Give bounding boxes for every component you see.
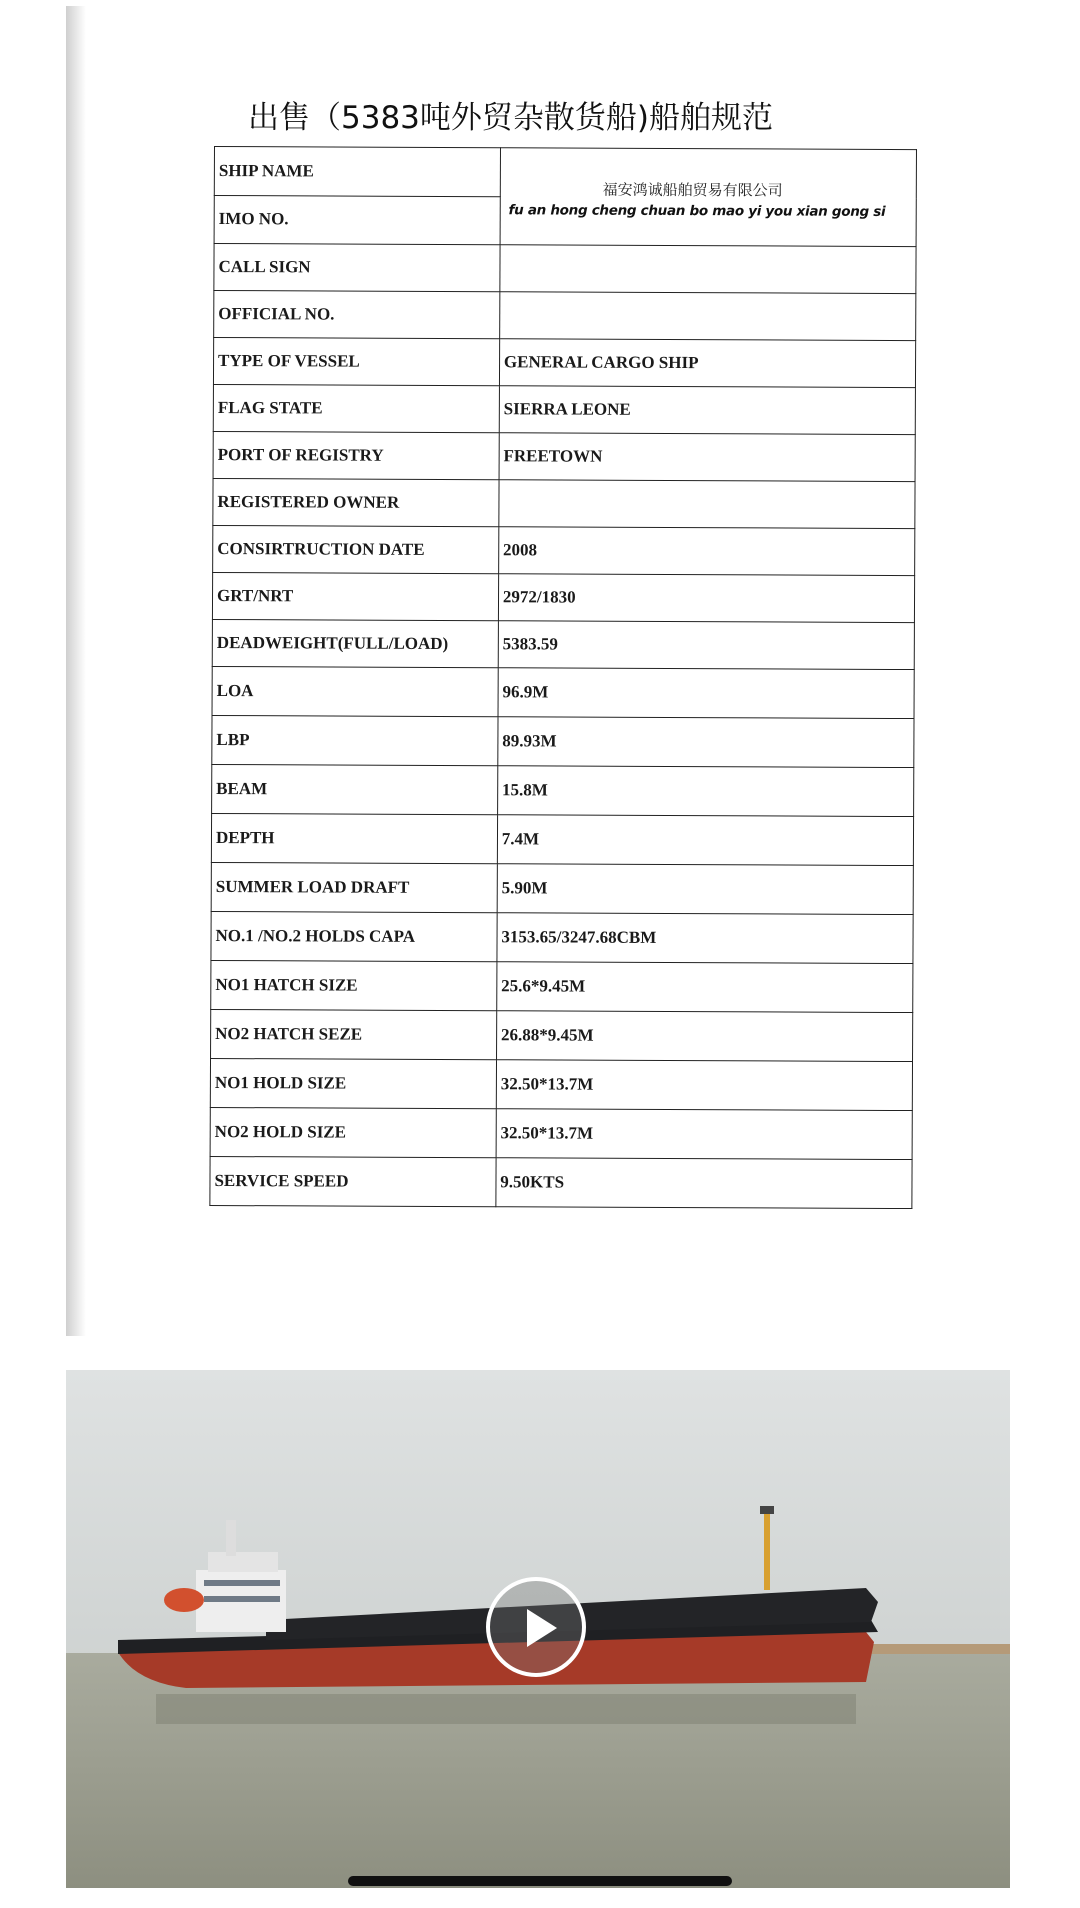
spec-label: CALL SIGN [214, 244, 500, 292]
play-icon [527, 1609, 557, 1647]
spec-value: 96.9M [498, 668, 914, 719]
spec-value: 26.88*9.45M [496, 1011, 912, 1062]
spec-label: BEAM [212, 764, 498, 814]
spec-value: SIERRA LEONE [499, 386, 915, 435]
spec-value: 2008 [498, 527, 914, 576]
table-row [211, 813, 913, 865]
spec-value: 5383.59 [498, 621, 914, 670]
spec-label: TYPE OF VESSEL [213, 338, 499, 386]
table-row [211, 911, 913, 963]
spec-label: SHIP NAME [214, 147, 500, 197]
spec-label: CONSIRTRUCTION DATE [213, 525, 499, 573]
spec-label: REGISTERED OWNER [213, 478, 499, 526]
page-edge-shadow [66, 6, 86, 1336]
spec-value: FREETOWN [499, 433, 915, 482]
table-row [213, 431, 915, 481]
table-row [210, 1156, 912, 1208]
spec-value: 89.93M [498, 717, 914, 768]
spec-label: NO2 HOLD SIZE [210, 1107, 496, 1157]
spec-value: 9.50KTS [496, 1158, 912, 1209]
spec-value: 3153.65/3247.68CBM [497, 913, 913, 964]
table-row [212, 619, 914, 669]
spec-value [500, 292, 916, 341]
spec-value: 5.90M [497, 864, 913, 915]
spec-label: GRT/NRT [212, 572, 498, 620]
spec-label: FLAG STATE [213, 384, 499, 432]
spec-value: 2972/1830 [498, 574, 914, 623]
spec-label: LOA [212, 666, 498, 716]
spec-label: DEADWEIGHT(FULL/LOAD) [212, 619, 498, 667]
table-row [210, 1058, 912, 1110]
table-row [211, 1009, 913, 1061]
table-row [214, 291, 916, 341]
spec-value: 7.4M [497, 815, 913, 866]
spec-label: PORT OF REGISTRY [213, 431, 499, 479]
spec-value: GENERAL CARGO SHIP [499, 339, 915, 388]
spec-value: 32.50*13.7M [496, 1060, 912, 1111]
spec-value: 32.50*13.7M [496, 1109, 912, 1160]
spec-label: IMO NO. [214, 195, 500, 245]
table-row [211, 960, 913, 1012]
ship-video-player[interactable] [66, 1370, 1010, 1888]
spec-label: NO1 HOLD SIZE [210, 1058, 496, 1108]
table-row [210, 1107, 912, 1159]
spec-value [499, 480, 915, 529]
table-row [214, 244, 916, 294]
spec-label: SERVICE SPEED [210, 1156, 496, 1206]
owner-name-cell [500, 148, 917, 247]
table-row [213, 384, 915, 434]
spec-value [500, 245, 916, 294]
spec-label: NO1 HATCH SIZE [211, 960, 497, 1010]
spec-label: DEPTH [211, 813, 497, 863]
table-row [213, 338, 915, 388]
spec-label: NO2 HATCH SEZE [211, 1009, 497, 1059]
document-title: 出售（5383吨外贸杂散货船)船舶规范 [248, 100, 773, 136]
table-row [212, 715, 914, 767]
ship-spec-table [209, 146, 917, 1209]
table-row [213, 525, 915, 575]
table-row [212, 764, 914, 816]
spec-label: LBP [212, 715, 498, 765]
owner-name-chinese: 福安鸿诚船舶贸易有限公司 [602, 180, 783, 200]
table-row [214, 147, 916, 199]
owner-name-pinyin: fu an hong cheng chuan bo mao yi you xian gong si [508, 202, 886, 220]
spec-label: OFFICIAL NO. [214, 291, 500, 339]
spec-label: SUMMER LOAD DRAFT [211, 862, 497, 912]
home-indicator[interactable] [348, 1876, 732, 1886]
table-row [213, 478, 915, 528]
spec-label: NO.1 /NO.2 HOLDS CAPA [211, 911, 497, 961]
table-row [212, 666, 914, 718]
spec-value: 15.8M [497, 766, 913, 817]
table-row [211, 862, 913, 914]
spec-value: 25.6*9.45M [497, 962, 913, 1013]
table-row [212, 572, 914, 622]
play-button[interactable] [486, 1577, 586, 1677]
